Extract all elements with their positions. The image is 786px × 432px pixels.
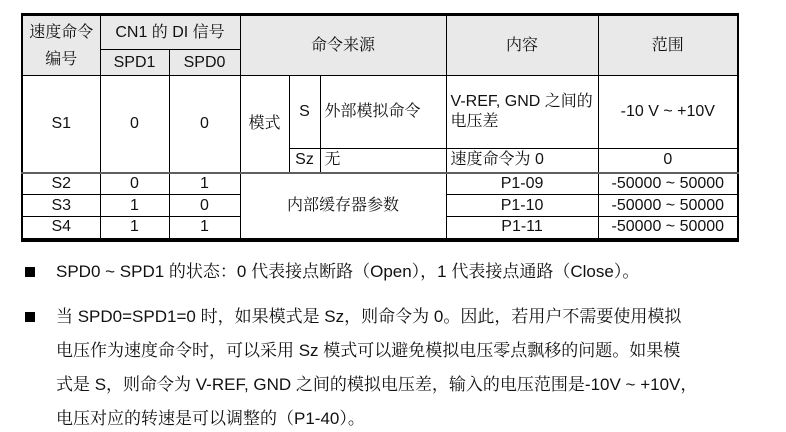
cell-s3-spd1: 1: [100, 195, 169, 217]
cell-s2-content: P1-09: [446, 173, 598, 195]
header-cmd-no-line1: 速度命令: [29, 23, 94, 41]
cell-s1-mode: 模式: [240, 76, 289, 173]
header-cmd-no-line2: 编号: [45, 50, 78, 68]
header-spd0: SPD0: [169, 50, 240, 76]
cell-s1-id: S1: [22, 76, 100, 173]
cell-s2-spd0: 1: [169, 173, 240, 195]
cell-s1-sz-desc: 无: [320, 149, 446, 173]
cell-s4-content: P1-11: [446, 217, 598, 240]
cell-s4-spd0: 1: [169, 217, 240, 240]
cell-s1-s-content: V-REF, GND 之间的电压差: [446, 76, 598, 149]
cell-s2-range: -50000 ~ 50000: [598, 173, 738, 195]
note-spd-status-text: SPD0 ~ SPD1 的状态：0 代表接点断路（Open），1 代表接点通路（Close）。: [56, 261, 640, 281]
note-sz-mode-text: [56, 300, 697, 432]
cell-s1-sz-content: 速度命令为 0: [446, 149, 598, 173]
header-di-signal: CN1 的 DI 信号: [100, 15, 240, 50]
note-sz-mode: [25, 300, 786, 432]
cell-internal-buffer-label: 内部缓存器参数: [240, 173, 446, 240]
cell-s4-range: -50000 ~ 50000: [598, 217, 738, 240]
cell-s1-s-label: S: [289, 76, 320, 149]
cell-s3-content: P1-10: [446, 195, 598, 217]
cell-s2-spd1: 0: [100, 173, 169, 195]
speed-command-table: [21, 13, 739, 242]
note-spd-status: [25, 260, 786, 284]
note-sz-mode-line4: 电压对应的转速是可以调整的（P1-40）。: [56, 408, 365, 428]
cell-s1-s-range: -10 V ~ +10V: [598, 76, 738, 149]
cell-s4-id: S4: [22, 217, 100, 240]
cell-s3-spd0: 0: [169, 195, 240, 217]
table-row-s1-s: [22, 76, 738, 149]
cell-s1-spd0: 0: [169, 76, 240, 173]
note-sz-mode-line3: 式是 S，则命令为 V-REF, GND 之间的模拟电压差，输入的电压范围是-10V ~ +10V，: [56, 374, 698, 394]
cell-s4-spd1: 1: [100, 217, 169, 240]
cell-s1-s-desc: 外部模拟命令: [320, 76, 446, 149]
square-bullet-icon: [25, 312, 35, 322]
cell-s3-range: -50000 ~ 50000: [598, 195, 738, 217]
notes-section: [25, 260, 786, 432]
cell-s3-id: S3: [22, 195, 100, 217]
table-row-s2: [22, 173, 738, 195]
header-row-1: [22, 15, 738, 50]
note-sz-mode-line2: 电压作为速度命令时，可以采用 Sz 模式可以避免模拟电压零点飘移的问题。如果模: [56, 340, 681, 360]
cell-s1-sz-range: 0: [598, 149, 738, 173]
header-content: 内容: [446, 15, 598, 76]
header-spd1: SPD1: [100, 50, 169, 76]
square-bullet-icon: [25, 267, 35, 277]
note-sz-mode-line1: 当 SPD0=SPD1=0 时，如果模式是 Sz，则命令为 0。因此，若用户不需要使用模拟: [56, 306, 682, 326]
header-cmd-no: [22, 15, 100, 76]
cell-s1-spd1: 0: [100, 76, 169, 173]
cell-s2-id: S2: [22, 173, 100, 195]
header-range: 范围: [598, 15, 738, 76]
header-source: 命令来源: [240, 15, 446, 76]
cell-s1-sz-label: Sz: [289, 149, 320, 173]
